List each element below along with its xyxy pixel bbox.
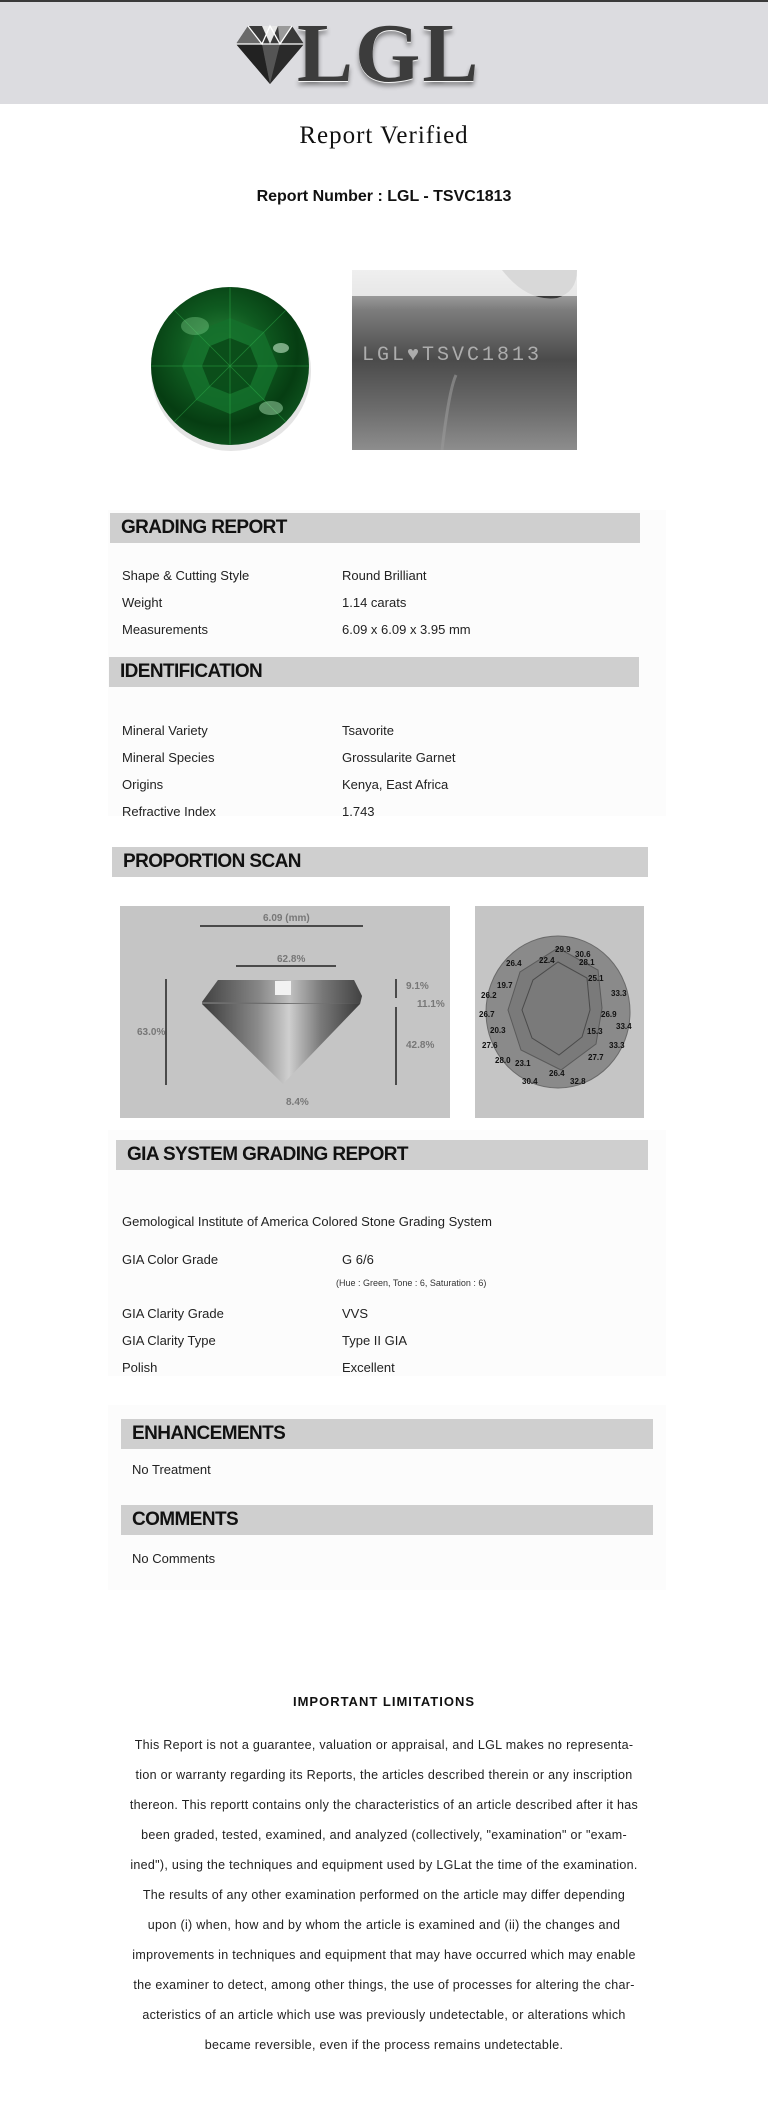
top-value: 28.1: [579, 958, 595, 967]
grading-report-header: [110, 513, 640, 543]
top-value: 33.4: [616, 1022, 632, 1031]
limitations-title: IMPORTANT LIMITATIONS: [292, 1694, 476, 1709]
limitations-line: thereon. This reportt contains only the characteristics of an article described after it has: [129, 1798, 639, 1812]
lgl-logo[interactable]: [232, 7, 492, 100]
measurements-label: Measurements: [122, 622, 208, 637]
top-value: 26.4: [506, 959, 522, 968]
grading-report-title: GRADING REPORT: [121, 517, 287, 538]
limitations-line: acteristics of an article which use was previously undetectable, or alterations which: [142, 2008, 626, 2022]
enhancements-text: No Treatment: [132, 1462, 211, 1477]
top-value: 20.3: [490, 1026, 506, 1035]
gemstone-photo: [133, 268, 327, 456]
limitations-line: became reversible, even if the process remains undetectable.: [204, 2038, 564, 2052]
gia-clarity-grade-label: GIA Clarity Grade: [122, 1306, 224, 1321]
culet-label: 8.4%: [286, 1097, 309, 1108]
limitations-line: improvements in techniques and equipment that may have occurred which may enable: [132, 1948, 636, 1962]
mineral-variety-value: Tsavorite: [342, 723, 395, 738]
gia-color-value: G 6/6: [342, 1252, 374, 1267]
gia-panel: [108, 1130, 666, 1376]
crown-height-label: 9.1%: [406, 981, 429, 992]
pavilion-depth-label: 42.8%: [406, 1040, 435, 1051]
identification-header: [109, 657, 639, 687]
limitations-line: ined"), using the techniques and equipment used by LGLat the time of the examination.: [130, 1858, 638, 1872]
gia-clarity-type-value: Type II GIA: [342, 1333, 408, 1348]
gia-color-label: GIA Color Grade: [122, 1252, 219, 1267]
proportion-side-view: [120, 906, 450, 1118]
proportion-top-view: [475, 906, 644, 1118]
weight-value: 1.14 carats: [342, 595, 407, 610]
limitations-line: The results of any other examination performed on the article may differ depending: [142, 1888, 626, 1902]
mineral-variety-label: Mineral Variety: [122, 723, 208, 738]
top-value: 33.3: [609, 1041, 625, 1050]
identification-title: IDENTIFICATION: [120, 661, 263, 682]
top-value: 25.1: [588, 974, 604, 983]
limitations-line: the examiner to detect, among other things, the use of processes for altering the char-: [133, 1978, 635, 1992]
gia-clarity-type-label: GIA Clarity Type: [122, 1333, 216, 1348]
top-value: 15.3: [587, 1027, 603, 1036]
report-number: Report Number : LGL - TSVC1813: [256, 188, 512, 205]
top-value: 26.7: [479, 1010, 495, 1019]
gia-subtitle: Gemological Institute of America Colored Stone Grading System: [122, 1214, 492, 1229]
refractive-index-value: 1.743: [342, 804, 375, 819]
top-value: 22.4: [539, 956, 555, 965]
refractive-index-label: Refractive Index: [122, 804, 216, 819]
enhancements-panel: [108, 1405, 666, 1590]
enhancements-title: ENHANCEMENTS: [132, 1423, 286, 1444]
laser-inscription-photo: [352, 270, 577, 450]
girdle-label: 11.1%: [417, 999, 445, 1010]
top-value: 29.9: [555, 945, 571, 954]
gia-color-note: (Hue : Green, Tone : 6, Saturation : 6): [336, 1278, 487, 1288]
gia-clarity-grade-value: VVS: [342, 1306, 369, 1321]
grading-panel: [108, 510, 666, 819]
table-percent-label: 62.8%: [277, 954, 306, 965]
comments-header: [121, 1505, 653, 1535]
gia-title: GIA SYSTEM GRADING REPORT: [127, 1144, 408, 1165]
origins-value: Kenya, East Africa: [342, 777, 449, 792]
top-value: 32.8: [570, 1077, 586, 1086]
page-title: Report Verified: [299, 122, 469, 149]
enhancements-header: [121, 1419, 653, 1449]
total-depth-label: 63.0%: [137, 1027, 166, 1038]
top-value: 27.7: [588, 1053, 604, 1062]
shape-label: Shape & Cutting Style: [122, 568, 250, 583]
limitations-line: upon (i) when, how and by whom the article is examined and (ii) the changes and: [147, 1918, 621, 1932]
shape-value: Round Brilliant: [342, 568, 427, 583]
limitations-line: tion or warranty regarding its Reports, the articles described therein or any inscription: [135, 1768, 633, 1782]
polish-value: Excellent: [342, 1360, 395, 1375]
diameter-label: 6.09 (mm): [263, 913, 310, 924]
top-value: 23.1: [515, 1059, 531, 1068]
top-value: 30.6: [575, 950, 591, 959]
limitations-line: This Report is not a guarantee, valuation or appraisal, and LGL makes no representa-: [134, 1738, 634, 1752]
logo-text: LGL: [297, 7, 481, 100]
limitations-line: been graded, tested, examined, and analyzed (collectively, "examination" or "exam-: [141, 1828, 627, 1842]
diamond-logo-icon: [234, 22, 306, 88]
top-value: 26.4: [549, 1069, 565, 1078]
mineral-species-value: Grossularite Garnet: [342, 750, 456, 765]
comments-text: No Comments: [132, 1551, 216, 1566]
top-value: 26.9: [601, 1010, 617, 1019]
top-value: 30.4: [522, 1077, 538, 1086]
gia-header: [116, 1140, 648, 1170]
origins-label: Origins: [122, 777, 164, 792]
top-value: 33.3: [611, 989, 627, 998]
mineral-species-label: Mineral Species: [122, 750, 215, 765]
proportion-scan-header: [112, 847, 648, 877]
proportion-scan-title: PROPORTION SCAN: [123, 851, 301, 872]
polish-label: Polish: [122, 1360, 158, 1375]
top-value: 28.0: [495, 1056, 511, 1065]
comments-title: COMMENTS: [132, 1509, 239, 1530]
top-value: 19.7: [497, 981, 513, 990]
inscription-text: LGL♥TSVC1813: [362, 344, 543, 367]
top-value: 26.2: [481, 991, 497, 1000]
measurements-value: 6.09 x 6.09 x 3.95 mm: [342, 622, 471, 637]
site-header: [0, 2, 768, 104]
top-value: 27.6: [482, 1041, 498, 1050]
weight-label: Weight: [122, 595, 163, 610]
